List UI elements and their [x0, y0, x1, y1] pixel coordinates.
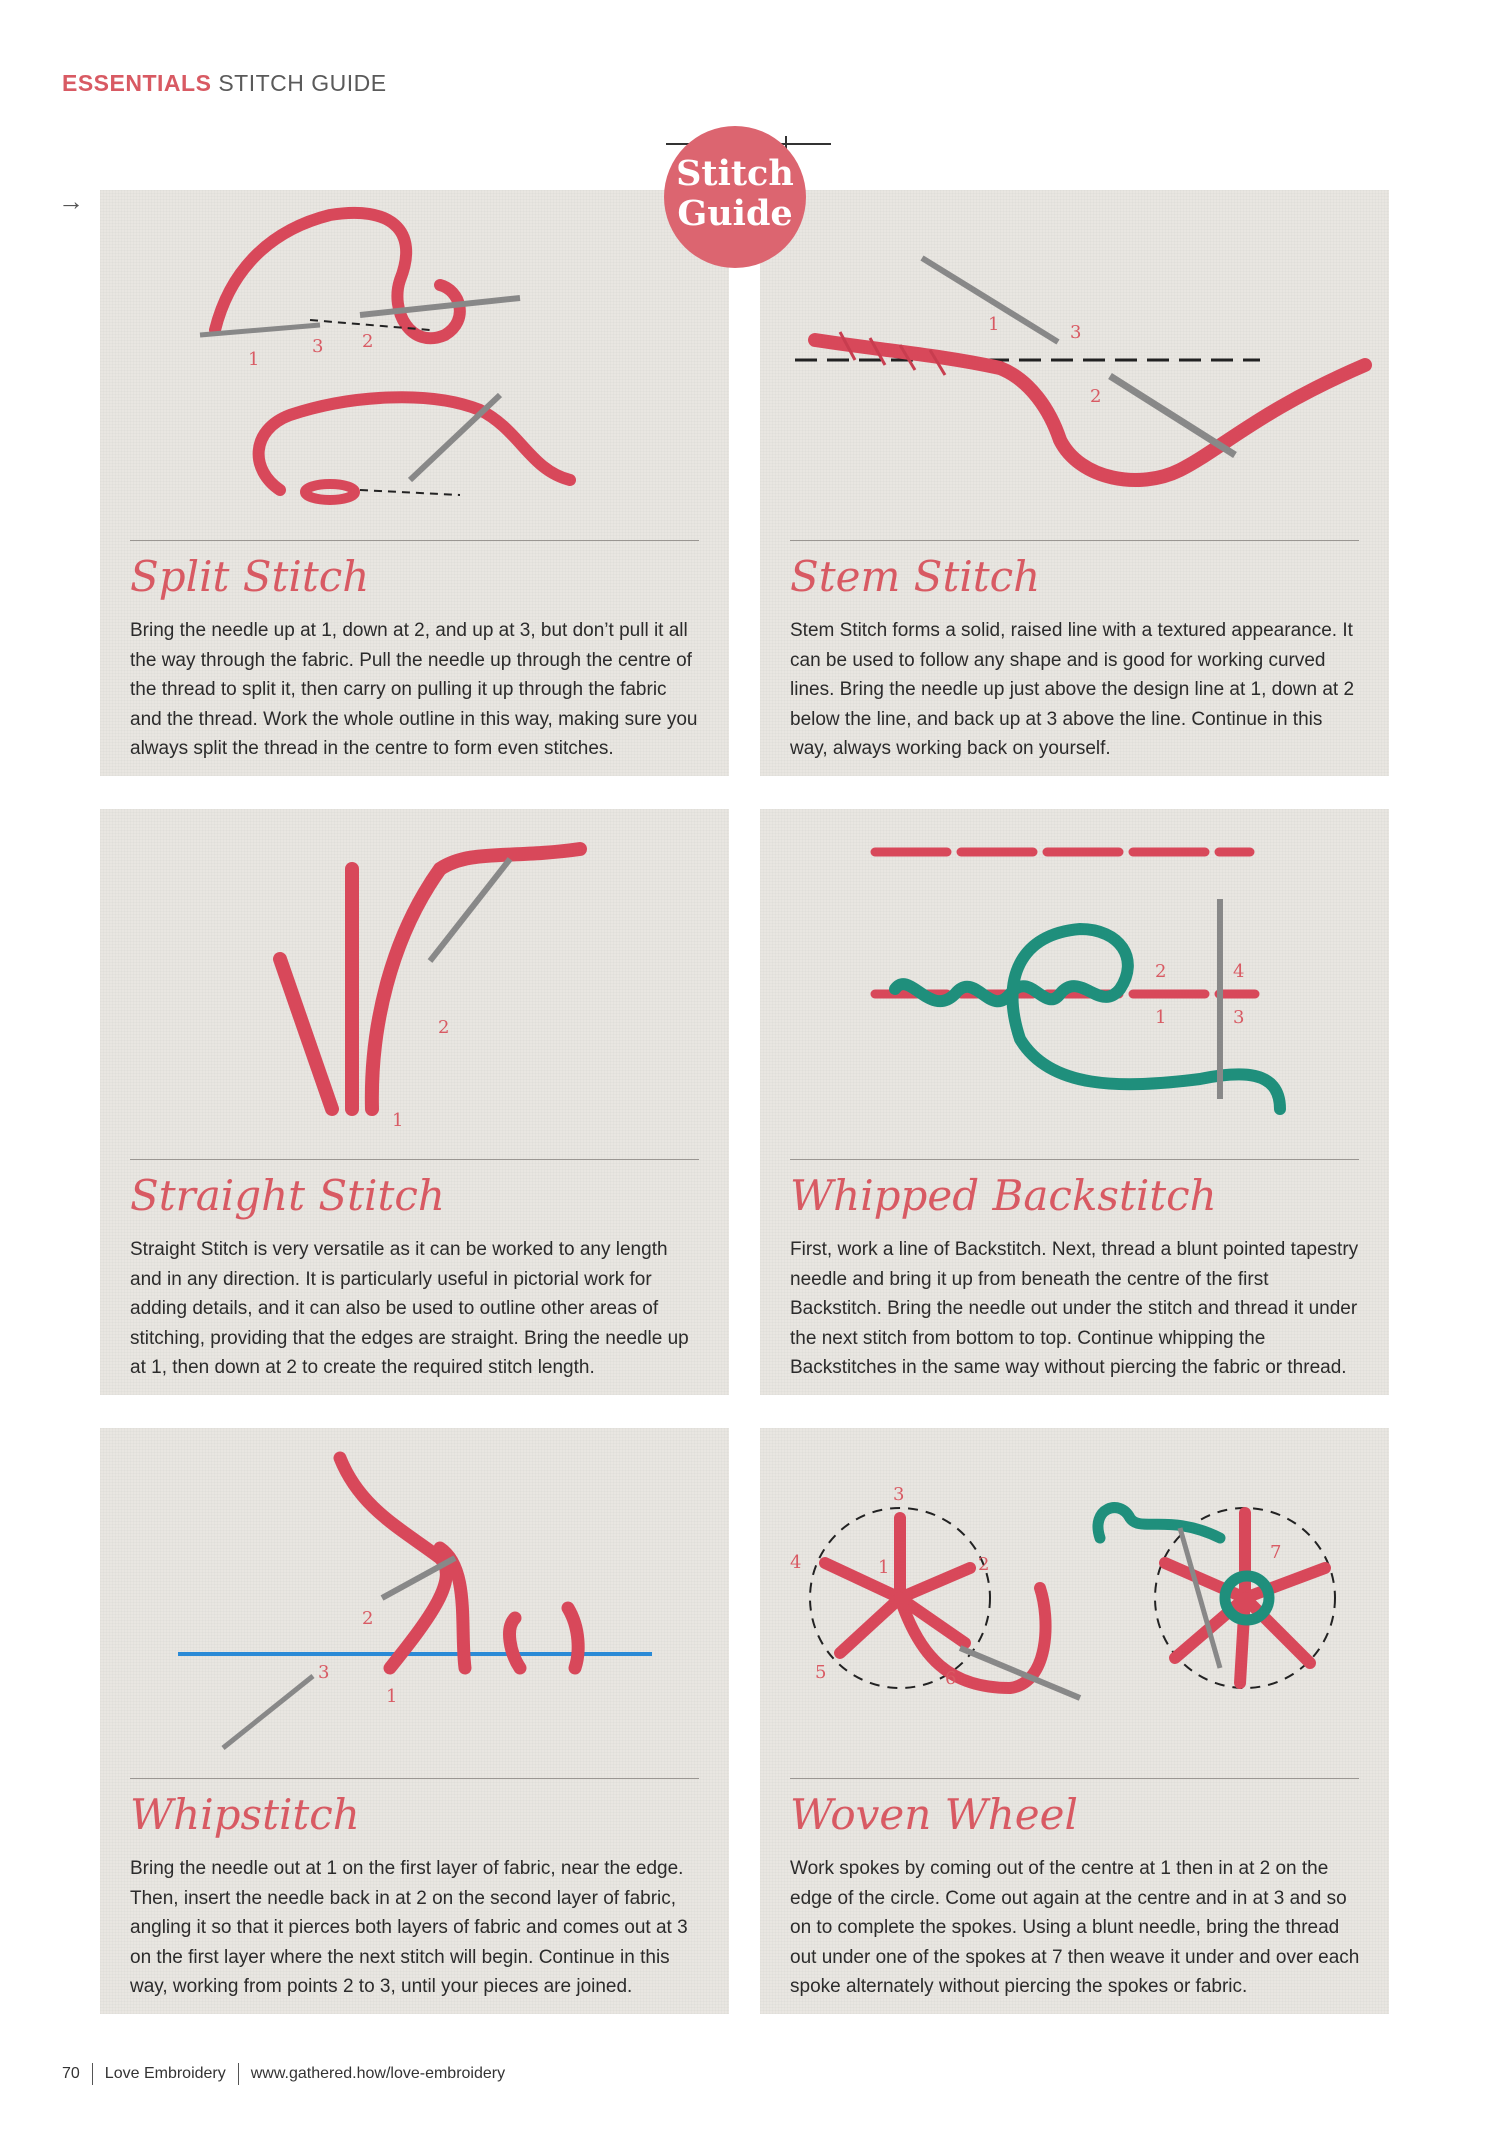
- divider: [130, 1159, 699, 1160]
- wheel-label-5: 5: [815, 1662, 827, 1683]
- stitch-description: First, work a line of Backstitch. Next, thread a blunt pointed tapestry needle and bring it up from beneath the centre of the first Backstitch. Bring the needle out under the stitch and thread it under the next stitch from bottom to top. Continue whipping the Backstitches in the same way without piercing the fabric or thread.: [790, 1239, 1359, 1378]
- badge-line2: Guide: [677, 193, 793, 234]
- stem-label-2: 2: [1090, 386, 1102, 407]
- whipped-label-4: 4: [1233, 961, 1245, 982]
- panel-split-stitch: [100, 190, 729, 776]
- page-number: 70: [62, 2065, 80, 2083]
- stem-stitch-illustration: [760, 190, 1389, 540]
- stem-label-3: 3: [1070, 322, 1082, 343]
- straight-label-1: 1: [392, 1110, 404, 1131]
- arrow-icon: →: [58, 186, 84, 216]
- whip-label-1: 1: [386, 1686, 398, 1707]
- divider: [790, 1159, 1359, 1160]
- split-label-1: 1: [248, 349, 260, 370]
- panel-whipstitch: [100, 1428, 729, 2014]
- straight-stitch-illustration: [100, 809, 729, 1159]
- stitch-title: Stem Stitch: [790, 552, 1041, 601]
- panel-stem-stitch: [760, 190, 1389, 776]
- stitch-description: Straight Stitch is very versatile as it can be worked to any length and in any direction. It is particularly useful in pictorial work for adding details, and it can also be used to outline other areas of stitching, providing that the edges are straight. Bring the needle up at 1, then down at 2 to create the required stitch length.: [130, 1239, 689, 1378]
- stitch-title: Whipped Backstitch: [790, 1171, 1217, 1220]
- wheel-label-2: 2: [978, 1554, 990, 1575]
- whipped-label-2: 2: [1155, 961, 1167, 982]
- straight-label-2: 2: [438, 1017, 450, 1038]
- split-label-2: 2: [362, 331, 374, 352]
- stitch-description: Stem Stitch forms a solid, raised line with a textured appearance. It can be used to follow any shape and is good for working curved lines. Bring the needle up just above the design line at 1, down at 2 below the line, and back up at 3 above the line. Continue in this way, always working back on yourself.: [790, 620, 1355, 759]
- stitch-guide-badge: [664, 126, 806, 268]
- divider: [92, 2063, 93, 2085]
- section-sublabel: STITCH GUIDE: [218, 70, 387, 96]
- magazine-name: Love Embroidery: [104, 2065, 226, 2083]
- stitch-title: Split Stitch: [130, 552, 370, 601]
- wheel-label-1: 1: [878, 1557, 890, 1578]
- wheel-label-4: 4: [790, 1552, 802, 1573]
- wheel-label-6: 6: [945, 1668, 957, 1689]
- badge-line1: Stitch: [676, 153, 794, 194]
- panel-woven-wheel: [760, 1428, 1389, 2014]
- stitch-description: Bring the needle out at 1 on the first layer of fabric, near the edge. Then, insert the needle back in at 2 on the second layer of fabric, angling it so that it pierces both layers of fabric and comes out at 3 on the first layer where the next stitch will begin. Continue in this way, working from points 2 to 3, until your pieces are joined.: [130, 1858, 688, 1997]
- whipped-label-3: 3: [1233, 1007, 1245, 1028]
- whip-label-3: 3: [318, 1662, 330, 1683]
- split-label-3: 3: [312, 336, 324, 357]
- split-stitch-illustration: [100, 190, 729, 540]
- stitch-description: Work spokes by coming out of the centre at 1 then in at 2 on the edge of the circle. Come out again at the centre and in at 3 and so on to complete the spokes. Using a blunt needle, bring the thread out under one of the spokes at 7 then weave it under and over each spoke alternately without piercing the spokes or fabric.: [790, 1858, 1360, 1997]
- whip-label-2: 2: [362, 1608, 374, 1629]
- stitch-title: Straight Stitch: [130, 1171, 445, 1220]
- woven-wheel-illustration: [760, 1428, 1389, 1778]
- divider: [130, 1778, 699, 1779]
- whipped-backstitch-illustration: [760, 809, 1389, 1159]
- divider: [790, 1778, 1359, 1779]
- panel-straight-stitch: [100, 809, 729, 1395]
- wheel-label-3: 3: [893, 1484, 905, 1505]
- stitch-title: Whipstitch: [130, 1790, 360, 1839]
- stitch-description: Bring the needle up at 1, down at 2, and up at 3, but don’t pull it all the way through the fabric. Pull the needle up through the centre of the thread to split it, then carry on pulling it up through the fabric and the thread. Work the whole outline in this way, making sure you always split the thread in the centre to form even stitches.: [130, 620, 698, 759]
- stitch-title: Woven Wheel: [790, 1790, 1078, 1839]
- divider: [790, 540, 1359, 541]
- page-footer: [62, 2063, 505, 2085]
- whipstitch-illustration: [100, 1428, 729, 1778]
- divider: [130, 540, 699, 541]
- website-link[interactable]: www.gathered.how/love-embroidery: [250, 2065, 506, 2083]
- panel-whipped-backstitch: [760, 809, 1389, 1395]
- stem-label-1: 1: [988, 314, 1000, 335]
- divider: [238, 2063, 239, 2085]
- section-label: ESSENTIALS: [62, 70, 212, 96]
- whipped-label-1: 1: [1155, 1007, 1167, 1028]
- section-header: [62, 70, 387, 97]
- wheel-label-7: 7: [1270, 1542, 1282, 1563]
